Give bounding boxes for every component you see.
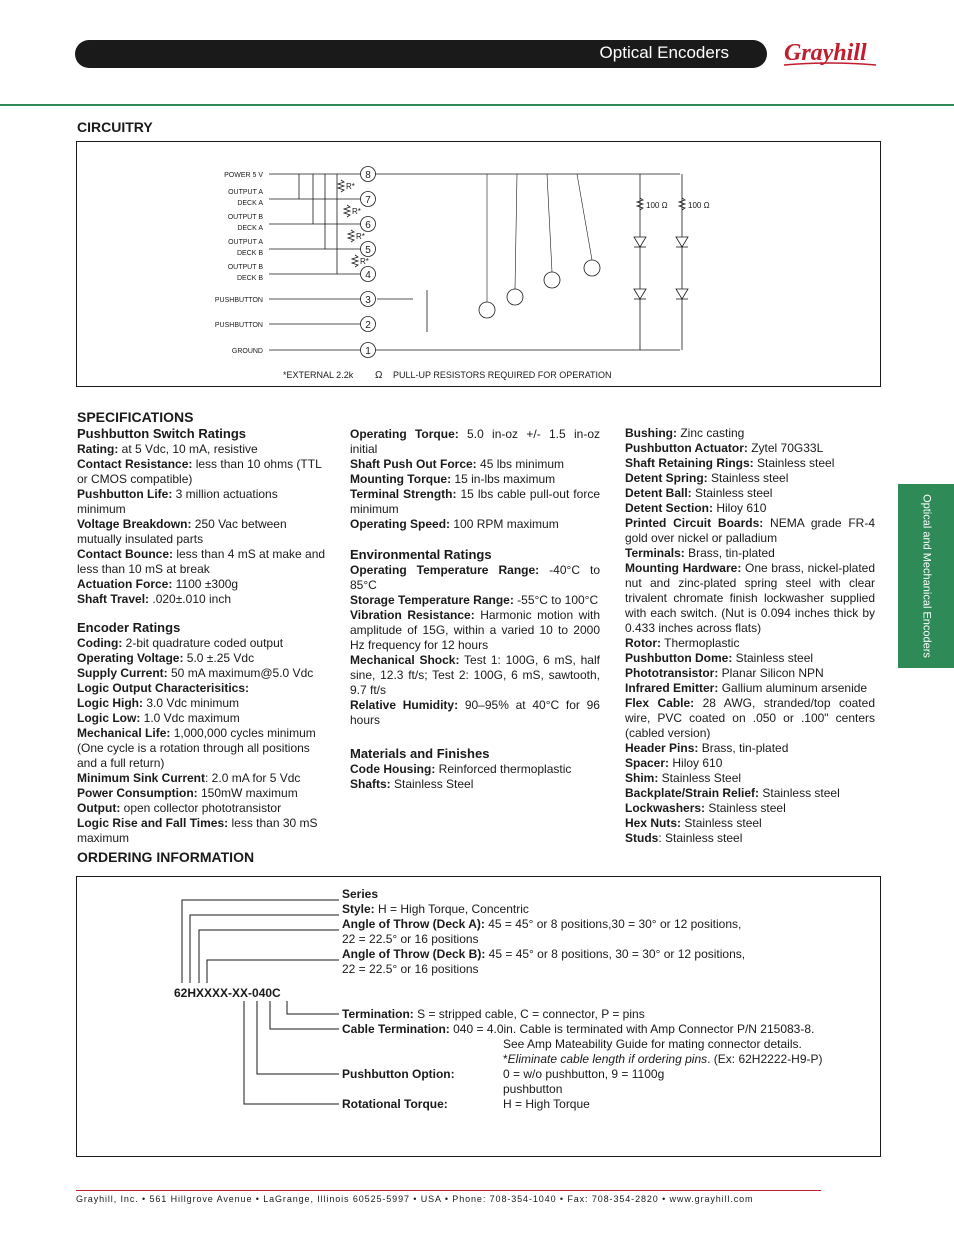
svg-text:Grayhill: Grayhill xyxy=(784,40,867,66)
spec-term: Lockwashers: xyxy=(625,801,706,815)
spec-item xyxy=(77,726,327,771)
spec-item xyxy=(350,608,600,653)
spec-value: 5.0 ±.25 Vdc xyxy=(183,651,255,665)
led-resistor-label: 100 Ω xyxy=(646,201,668,210)
header-rule xyxy=(0,104,954,106)
spec-term: Operating Torque: xyxy=(350,427,459,441)
style-label: Style: xyxy=(342,902,375,916)
spec-value: Zytel 70G33L xyxy=(747,441,824,455)
spec-item xyxy=(625,426,875,441)
deck-b-value-continued: 22 = 22.5° or 16 positions xyxy=(342,962,479,976)
spec-term: Terminals: xyxy=(625,546,685,560)
spec-term: Coding: xyxy=(77,636,123,650)
deck-b-label: Angle of Throw (Deck B): xyxy=(342,947,486,961)
spec-value: Stainless steel xyxy=(759,786,840,800)
spec-item xyxy=(350,517,600,532)
phototransistor-wire xyxy=(547,174,552,272)
circuit-schematic xyxy=(77,142,882,388)
spec-item xyxy=(625,681,875,696)
spec-term: Pushbutton Actuator: xyxy=(625,441,748,455)
spec-item xyxy=(625,801,875,816)
spec-item xyxy=(350,487,600,517)
spec-term: Logic Rise and Fall Times: xyxy=(77,816,229,830)
spec-value: 28 AWG, stranded/top coated wire, PVC coated on .050 or .100" centers (cabled version) xyxy=(625,696,875,740)
spec-value: Stainless steel xyxy=(732,651,814,665)
spec-item xyxy=(77,666,327,681)
spec-term: Vibration Resistance: xyxy=(350,608,475,622)
spec-value: Stainless Steel xyxy=(390,777,474,791)
spec-item xyxy=(77,442,327,457)
led-icon xyxy=(634,237,646,247)
spec-value: Gallium aluminum arsenide xyxy=(718,681,868,695)
led-icon xyxy=(634,289,646,299)
circuit-note: *EXTERNAL 2.2k xyxy=(283,370,354,380)
spec-value: 1100 ±300g xyxy=(172,577,239,591)
spec-item xyxy=(625,666,875,681)
pin-number: 4 xyxy=(365,270,371,281)
deck-a-value: 45 = 45° or 8 positions,30 = 30° or 12 positions, xyxy=(484,917,742,931)
ohm-symbol: Ω xyxy=(375,370,383,381)
spec-term: Shafts: xyxy=(350,777,391,791)
spec-value: Brass, tin-plated xyxy=(698,741,789,755)
environmental-ratings-title: Environmental Ratings xyxy=(350,547,492,562)
cable-termination-guide: See Amp Mateability Guide for mating connector details. xyxy=(503,1037,802,1051)
spec-item xyxy=(77,696,327,711)
spec-item xyxy=(77,547,327,577)
footer-rule xyxy=(76,1190,821,1191)
resistor-icon xyxy=(338,180,344,192)
spec-term: Operating Temperature Range: xyxy=(350,563,540,577)
spec-value: 1,000,000 cycles minimum (One cycle is a rotation through all positions and a full return) xyxy=(77,726,316,770)
spec-item xyxy=(625,471,875,486)
spec-item xyxy=(350,427,600,457)
spec-item xyxy=(625,441,875,456)
series-label: Series xyxy=(342,887,379,901)
deck-b-value: 45 = 45° or 8 positions, 30 = 30° or 12 positions, xyxy=(485,947,746,961)
spec-value: 3.0 Vdc minimum xyxy=(143,696,240,710)
rotational-torque-label: Rotational Torque: xyxy=(342,1097,448,1111)
spec-item xyxy=(625,486,875,501)
signal-label: PUSHBUTTON xyxy=(214,322,263,329)
spec-term: Hex Nuts: xyxy=(625,816,682,830)
spec-item xyxy=(625,771,875,786)
phototransistor-wire xyxy=(577,174,592,260)
spec-term: Contact Resistance: xyxy=(77,457,193,471)
spec-term: Mechanical Shock: xyxy=(350,653,460,667)
materials-list-continued xyxy=(625,426,875,846)
resistor-icon xyxy=(344,205,350,217)
spec-value: Stainless steel xyxy=(691,486,773,500)
pushbutton-ratings-title: Pushbutton Switch Ratings xyxy=(77,426,246,441)
spec-term: Header Pins: xyxy=(625,741,699,755)
spec-term: Spacer: xyxy=(625,756,670,770)
spec-term: Phototransistor: xyxy=(625,666,719,680)
spec-item xyxy=(350,593,600,608)
circuit-diagram xyxy=(76,141,881,387)
spec-value: : 2.0 mA for 5 Vdc xyxy=(205,771,301,785)
pushbutton-ratings-list xyxy=(77,442,327,607)
spec-value: 2-bit quadrature coded output xyxy=(122,636,284,650)
pin-number: 2 xyxy=(365,320,371,331)
termination-label: Termination: xyxy=(342,1007,414,1021)
pin-number: 5 xyxy=(365,245,371,256)
spec-term: Shaft Retaining Rings: xyxy=(625,456,754,470)
spec-item xyxy=(77,651,327,666)
cable-note-example: . (Ex: 62H2222-H9-P) xyxy=(707,1052,823,1066)
spec-item xyxy=(350,762,600,777)
signal-label: DECK A xyxy=(237,225,263,232)
footer-address: Grayhill, Inc. • 561 Hillgrove Avenue • LaGrange, Illinois 60525-5997 • USA • Phone: 708-354-1040 • Fax: 708-354-2820 • www.grayhill.com xyxy=(76,1194,754,1204)
resistor-icon xyxy=(352,255,358,267)
spec-term: Output: xyxy=(77,801,121,815)
spec-term: Mounting Hardware: xyxy=(625,561,742,575)
spec-value: 15 in-lbs maximum xyxy=(451,472,556,486)
spec-item xyxy=(625,501,875,516)
pin-number: 3 xyxy=(365,295,371,306)
cable-termination-value: 040 = 4.0in. Cable is terminated with Amp Connector P/N 215083-8. xyxy=(449,1022,815,1036)
spec-value: Stainless steel xyxy=(681,816,762,830)
grayhill-logo xyxy=(780,36,880,72)
spec-item xyxy=(625,546,875,561)
spec-column-1 xyxy=(77,426,327,846)
signal-label: DECK A xyxy=(237,200,263,207)
led-icon xyxy=(676,289,688,299)
spec-term: Printed Circuit Boards: xyxy=(625,516,764,530)
signal-label: OUTPUT B xyxy=(227,214,263,221)
cable-termination-label: Cable Termination: xyxy=(342,1022,450,1036)
spec-term: Rotor: xyxy=(625,636,661,650)
spec-term: Operating Voltage: xyxy=(77,651,184,665)
spec-value: Stainless steel xyxy=(707,471,789,485)
spec-item xyxy=(77,801,327,816)
spec-term: Mechanical Life: xyxy=(77,726,171,740)
ordering-title: ORDERING INFORMATION xyxy=(77,849,255,865)
cable-note-italic: Eliminate cable length if ordering pins xyxy=(507,1052,708,1066)
pin-number: 7 xyxy=(365,195,371,206)
encoder-ratings-list xyxy=(77,636,327,846)
spec-column-3 xyxy=(625,426,875,846)
spec-item xyxy=(625,786,875,801)
spec-value: Reinforced thermoplastic xyxy=(435,762,572,776)
spec-value: less than 10 ohms (TTL or CMOS compatible) xyxy=(77,457,322,486)
cable-note-star: * xyxy=(503,1052,508,1066)
spec-item xyxy=(350,698,600,728)
spec-value: 15 lbs cable pull-out force minimum xyxy=(350,487,600,516)
spec-item xyxy=(77,592,327,607)
part-number: 62HXXXX-XX-040C xyxy=(174,986,281,1000)
resistor-label: R* xyxy=(356,232,365,241)
spec-term: Relative Humidity: xyxy=(350,698,459,712)
spec-term: Bushing: xyxy=(625,426,677,440)
ordering-diagram xyxy=(76,876,881,1157)
circuitry-title: CIRCUITRY xyxy=(77,119,153,135)
signal-label: OUTPUT A xyxy=(228,189,263,196)
signal-label: DECK B xyxy=(236,275,263,282)
spec-term: Mounting Torque: xyxy=(350,472,452,486)
spec-item xyxy=(77,771,327,786)
spec-term: Pushbutton Life: xyxy=(77,487,173,501)
signal-label: POWER 5 V xyxy=(224,172,263,179)
spec-term: Logic High: xyxy=(77,696,143,710)
termination-value: S = stripped cable, C = connector, P = pins xyxy=(413,1007,645,1021)
spec-term: Rating: xyxy=(77,442,119,456)
signal-label: PUSHBUTTON xyxy=(214,297,263,304)
spec-item xyxy=(625,741,875,756)
spec-item xyxy=(77,457,327,487)
spec-value: 5.0 in-oz +/- 1.5 in-oz initial xyxy=(350,427,600,456)
style-value: H = High Torque, Concentric xyxy=(374,902,529,916)
spec-item xyxy=(77,487,327,517)
spec-value: 150mW maximum xyxy=(197,786,298,800)
spec-value: 45 lbs minimum xyxy=(476,457,565,471)
spec-term: Power Consumption: xyxy=(77,786,198,800)
spec-term: Storage Temperature Range: xyxy=(350,593,514,607)
spec-value: Stainless steel xyxy=(705,801,786,815)
resistor-label: R* xyxy=(360,257,369,266)
signal-label: GROUND xyxy=(231,348,263,355)
spec-item xyxy=(350,472,600,487)
spec-item xyxy=(625,561,875,636)
spec-item xyxy=(625,516,875,546)
spec-value: 100 RPM maximum xyxy=(450,517,559,531)
spec-value: -40°C to 85°C xyxy=(350,563,601,592)
spec-item xyxy=(77,711,327,726)
spec-value: 90–95% at 40°C for 96 hours xyxy=(350,698,600,727)
spec-item xyxy=(77,681,327,696)
spec-item xyxy=(350,563,600,593)
deck-a-label: Angle of Throw (Deck A): xyxy=(342,917,485,931)
spec-item xyxy=(625,831,875,846)
encoder-ratings-title: Encoder Ratings xyxy=(77,620,181,635)
spec-value: Hiloy 610 xyxy=(713,501,767,515)
spec-value: NEMA grade FR-4 gold over nickel or palladium xyxy=(625,516,875,545)
spec-term: Logic Low: xyxy=(77,711,141,725)
phototransistor-icon xyxy=(507,289,523,305)
phototransistor-icon xyxy=(479,302,495,318)
spec-term: Voltage Breakdown: xyxy=(77,517,192,531)
spec-term: Flex Cable: xyxy=(625,696,695,710)
spec-term: Actuation Force: xyxy=(77,577,173,591)
spec-term: Backplate/Strain Relief: xyxy=(625,786,760,800)
page-title: Optical Encoders xyxy=(599,43,729,62)
spec-value: Planar Silicon NPN xyxy=(718,666,824,680)
resistor-icon xyxy=(348,230,354,242)
phototransistor-wire xyxy=(515,174,517,289)
spec-item xyxy=(77,517,327,547)
spec-value: : Stainless steel xyxy=(658,831,743,845)
spec-term: Logic Output Characterisitics: xyxy=(77,681,250,695)
spec-item xyxy=(77,577,327,592)
led-icon xyxy=(676,237,688,247)
spec-value: 3 million actuations minimum xyxy=(77,487,278,516)
spec-value: .020±.010 inch xyxy=(149,592,232,606)
spec-term: Detent Ball: xyxy=(625,486,692,500)
spec-term: Infrared Emitter: xyxy=(625,681,719,695)
circuit-note: PULL-UP RESISTORS REQUIRED FOR OPERATION xyxy=(393,370,612,380)
materials-list xyxy=(350,762,600,792)
spec-item xyxy=(350,653,600,698)
signal-label: OUTPUT A xyxy=(228,239,263,246)
resistor-label: R* xyxy=(352,207,361,216)
environmental-ratings-list xyxy=(350,563,600,728)
spec-value: Stainless Steel xyxy=(658,771,742,785)
rotational-torque-value: H = High Torque xyxy=(503,1097,590,1111)
spec-item xyxy=(625,756,875,771)
signal-label: DECK B xyxy=(236,250,263,257)
spec-value: less than 30 mS maximum xyxy=(77,816,318,845)
spec-value: Stainless steel xyxy=(753,456,835,470)
specifications-title: SPECIFICATIONS xyxy=(77,409,194,425)
spec-value: open collector phototransistor xyxy=(120,801,282,815)
pushbutton-option-label: Pushbutton Option: xyxy=(342,1067,455,1081)
spec-term: Shaft Travel: xyxy=(77,592,150,606)
materials-title: Materials and Finishes xyxy=(350,746,490,761)
spec-value: Brass, tin-plated xyxy=(684,546,775,560)
spec-column-2 xyxy=(350,427,600,792)
spec-value: Hiloy 610 xyxy=(669,756,723,770)
mechanical-ratings-list xyxy=(350,427,600,532)
spec-term: Minimum Sink Current xyxy=(77,771,206,785)
spec-item xyxy=(77,816,327,846)
pin-number: 1 xyxy=(365,346,371,357)
spec-value: 50 mA maximum@5.0 Vdc xyxy=(167,666,314,680)
spec-item xyxy=(625,651,875,666)
header-bar xyxy=(75,40,767,68)
section-tab[interactable] xyxy=(898,484,954,668)
spec-value: less than 4 mS at make and less than 10 mS at break xyxy=(77,547,326,576)
spec-term: Terminal Strength: xyxy=(350,487,457,501)
spec-term: Code Housing: xyxy=(350,762,436,776)
spec-item xyxy=(350,777,600,792)
spec-value: -55°C to 100°C xyxy=(513,593,599,607)
spec-value: One brass, nickel-plated nut and zinc-plated spring steel with clear trivalent chromate finish lockwasher supplied with each switch. (Nut is 0.094 inches thick by 0.433 inches across flats) xyxy=(625,561,876,635)
signal-label: OUTPUT B xyxy=(227,264,263,271)
spec-term: Studs xyxy=(625,831,659,845)
spec-term: Operating Speed: xyxy=(350,517,451,531)
phototransistor-icon xyxy=(584,260,600,276)
phototransistor-icon xyxy=(544,272,560,288)
spec-item xyxy=(625,696,875,741)
spec-term: Shim: xyxy=(625,771,659,785)
spec-term: Contact Bounce: xyxy=(77,547,173,561)
spec-item xyxy=(77,786,327,801)
spec-term: Detent Spring: xyxy=(625,471,708,485)
spec-item xyxy=(77,636,327,651)
spec-value: 1.0 Vdc maximum xyxy=(140,711,240,725)
spec-value: Harmonic motion with amplitude of 15G, within a varied 10 to 2000 Hz frequency for 12 hours xyxy=(350,608,600,652)
spec-value: Zinc casting xyxy=(677,426,745,440)
spec-item xyxy=(625,816,875,831)
spec-item xyxy=(625,636,875,651)
spec-term: Pushbutton Dome: xyxy=(625,651,733,665)
deck-a-value-continued: 22 = 22.5° or 16 positions xyxy=(342,932,479,946)
spec-item xyxy=(625,456,875,471)
spec-term: Detent Section: xyxy=(625,501,714,515)
section-tab-label: Optical and Mechanical Encoders xyxy=(920,494,933,658)
spec-term: Shaft Push Out Force: xyxy=(350,457,477,471)
led-resistor-label: 100 Ω xyxy=(688,201,710,210)
pin-number: 6 xyxy=(365,220,371,231)
spec-value: Test 1: 100G, 6 mS, half sine, 12.3 ft/s; Test 2: 100G, 6 mS, sawtooth, 9.7 ft/s xyxy=(350,653,600,697)
pushbutton-option-value-continued: pushbutton xyxy=(503,1082,563,1096)
pin-number: 8 xyxy=(365,170,371,181)
resistor-label: R* xyxy=(346,182,355,191)
spec-term: Supply Current: xyxy=(77,666,168,680)
spec-value: Thermoplastic xyxy=(661,636,740,650)
spec-value: 250 Vac between mutually insulated parts xyxy=(77,517,287,546)
pushbutton-option-value: 0 = w/o pushbutton, 9 = 1100g xyxy=(503,1067,665,1081)
spec-value: at 5 Vdc, 10 mA, resistive xyxy=(118,442,258,456)
spec-item xyxy=(350,457,600,472)
